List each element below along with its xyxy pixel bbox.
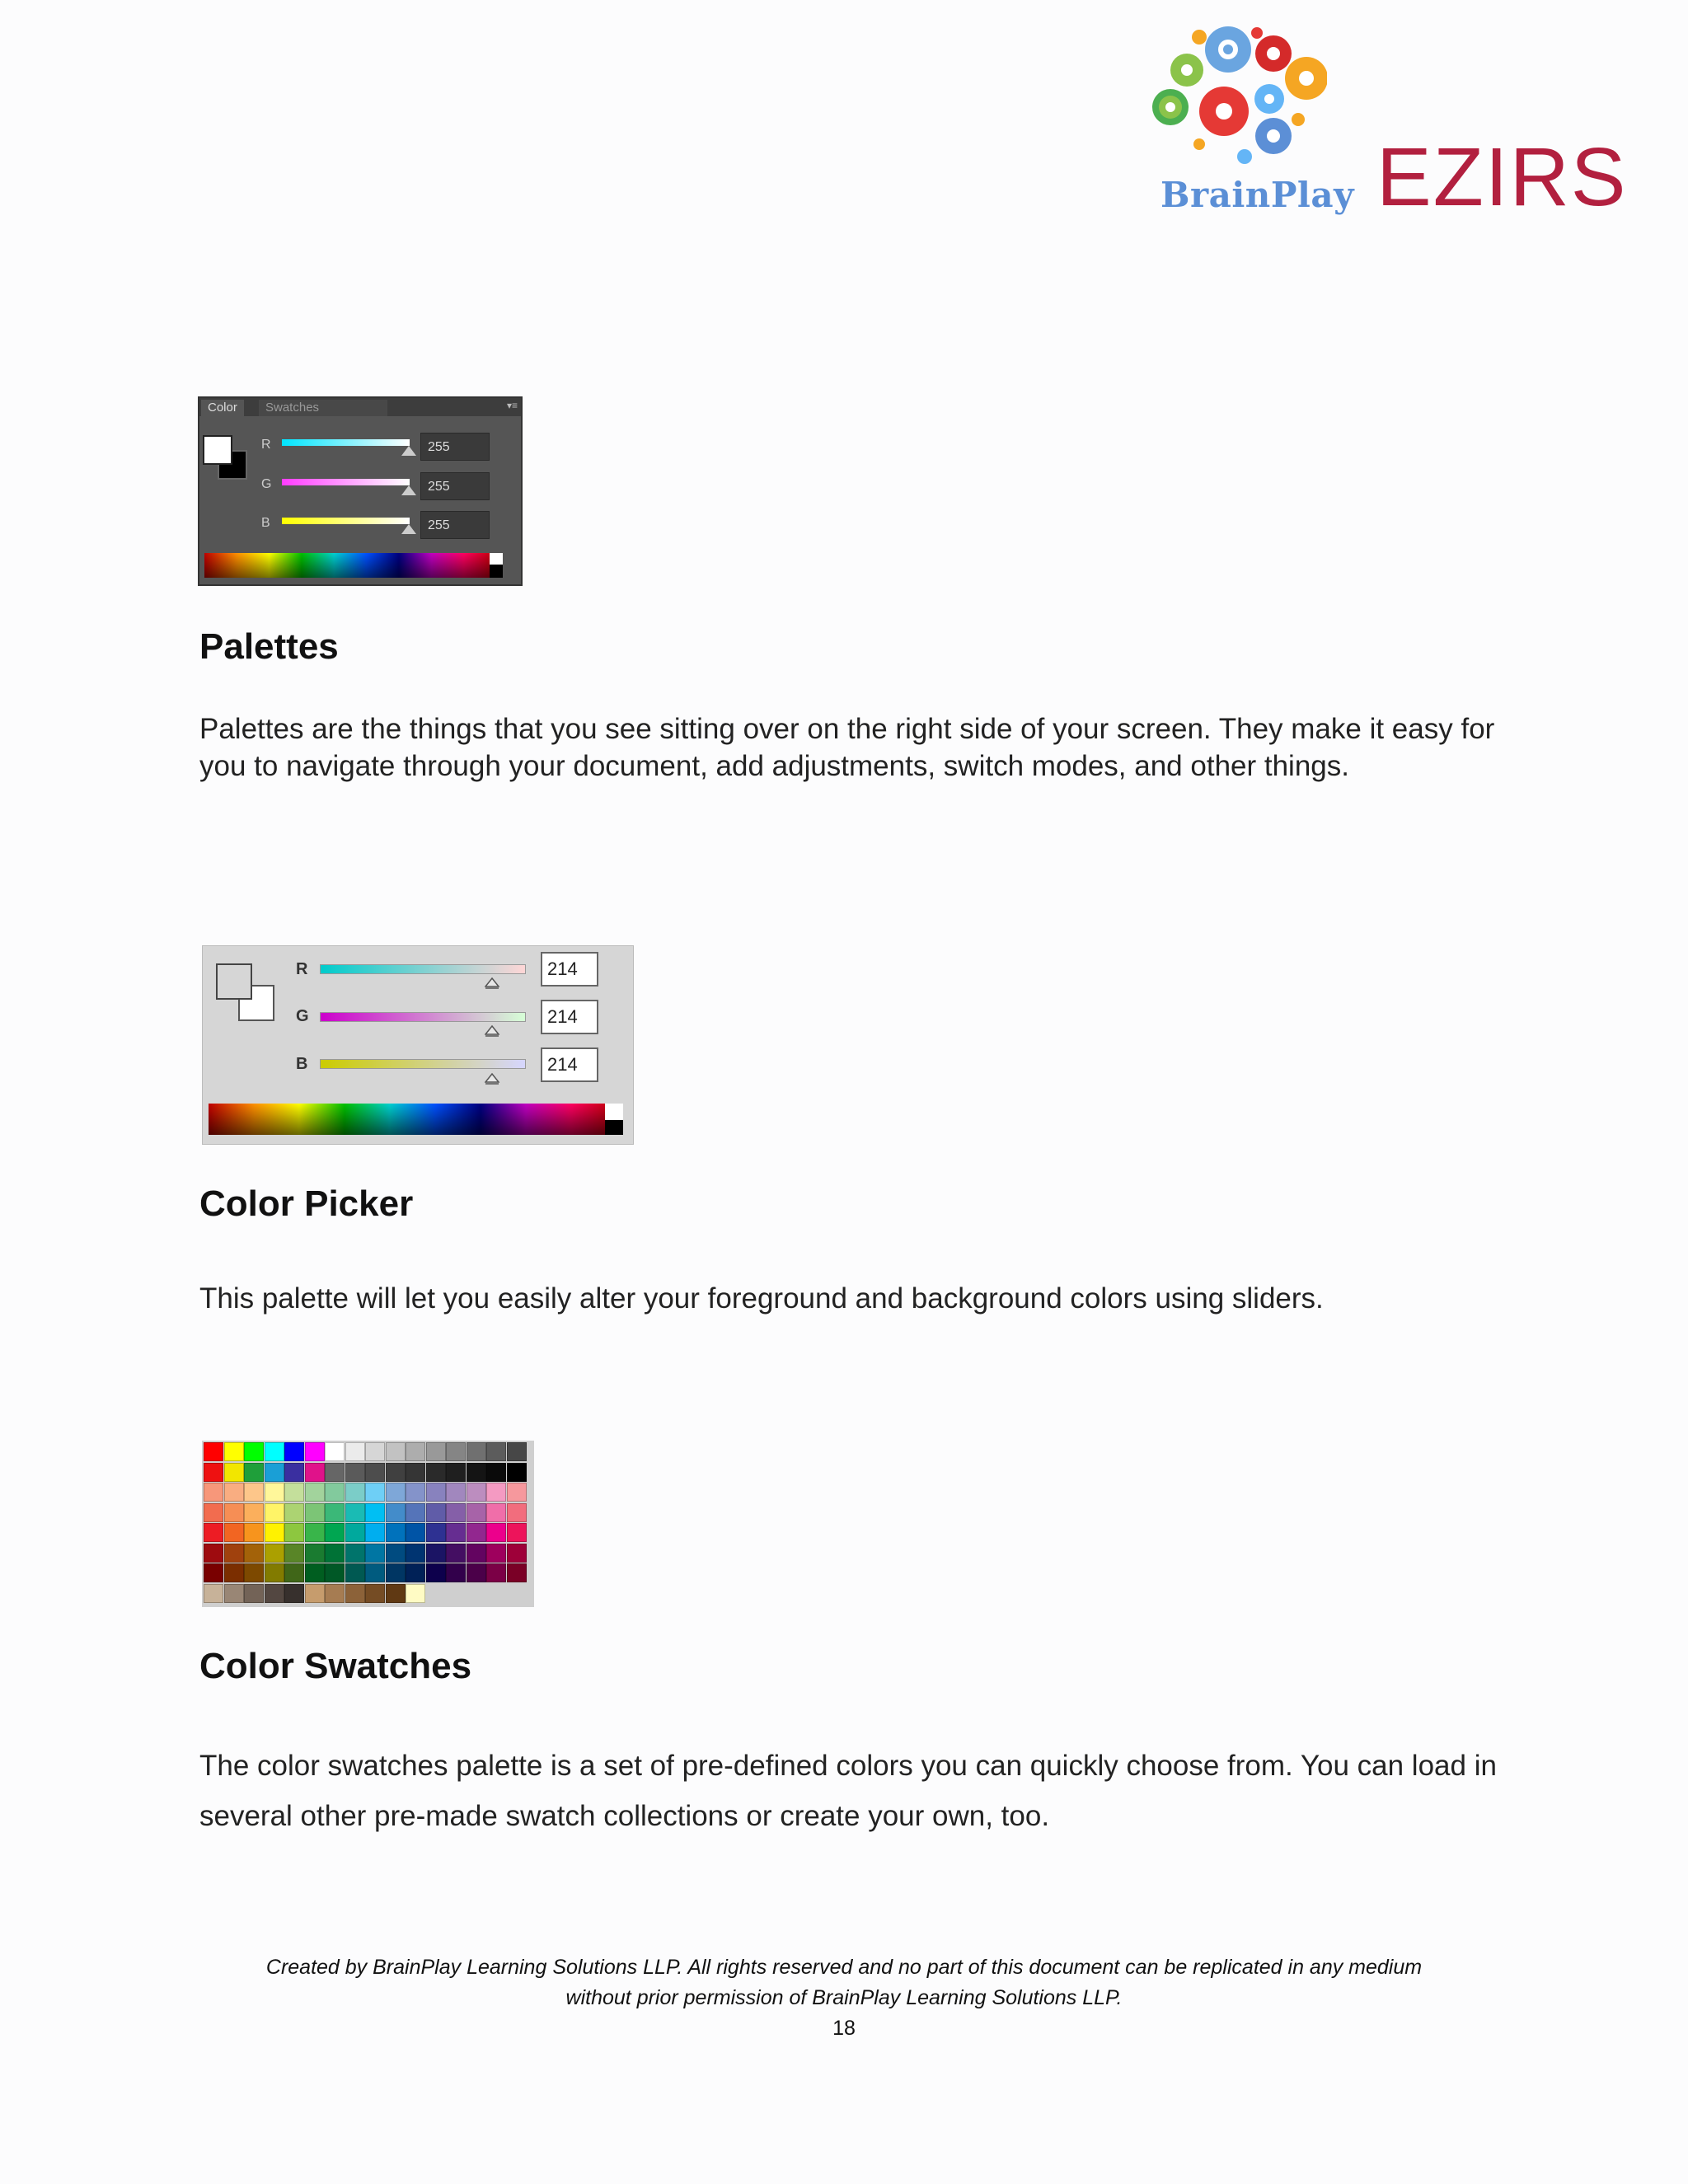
gears-logo-icon [1150,21,1327,173]
swatch-cell [507,1563,527,1582]
swatch-cell [305,1523,325,1542]
swatch-cell [486,1544,506,1563]
swatch-cell [406,1584,425,1603]
b-slider [320,1059,526,1069]
swatch-cell [204,1503,223,1522]
swatch-cell [486,1523,506,1542]
swatch-cell [446,1503,466,1522]
swatch-cell [365,1563,385,1582]
swatch-cell [507,1463,527,1482]
color-picker-heading: Color Picker [199,1183,414,1224]
swatch-cell [325,1463,345,1482]
foreground-color-swatch [203,435,232,465]
color-picker-paragraph: This palette will let you easily alter your foreground and background colors using sliders. [199,1282,1324,1315]
swatch-cell [345,1523,365,1542]
swatch-cell [224,1463,244,1482]
g-slider [282,479,410,485]
swatch-cell [244,1584,264,1603]
color-swatches-heading: Color Swatches [199,1646,472,1686]
swatch-cell [244,1483,264,1502]
swatch-cell [325,1442,345,1461]
swatch-cell [446,1523,466,1542]
swatch-cell [244,1544,264,1563]
swatch-cell [406,1523,425,1542]
swatch-cell [486,1442,506,1461]
g-slider [320,1012,526,1022]
swatch-cell [224,1544,244,1563]
swatch-cell [365,1442,385,1461]
b-value: 214 [541,1047,598,1082]
b-label: B [296,1055,308,1073]
r-slider-thumb-icon [485,977,499,989]
swatch-cell [284,1523,304,1542]
r-slider [320,964,526,974]
swatch-cell [305,1503,325,1522]
swatch-cell [467,1503,486,1522]
swatch-cell [265,1563,284,1582]
swatch-cell [204,1442,223,1461]
tab-swatches: Swatches [259,400,387,416]
palettes-paragraph: Palettes are the things that you see sitting over on the right side of your screen. They make it easy for you to navigate through your document, add adjustments, switch modes, and other things. [199,713,1495,782]
swatch-cell [265,1503,284,1522]
swatch-cell [305,1544,325,1563]
color-spectrum-bar [209,1104,617,1135]
swatch-cell [204,1483,223,1502]
swatch-cell [486,1483,506,1502]
swatch-cell [345,1584,365,1603]
swatch-cell [386,1463,406,1482]
swatch-cell [365,1523,385,1542]
swatch-cell [386,1563,406,1582]
color-swatches-image [202,1441,534,1607]
color-spectrum-bar [204,553,496,578]
swatch-cell [345,1563,365,1582]
swatch-cell [446,1463,466,1482]
swatch-cell [365,1463,385,1482]
swatch-cell [486,1463,506,1482]
swatch-cell [224,1523,244,1542]
swatch-cell [467,1483,486,1502]
r-value: 255 [420,433,490,461]
spectrum-black-chip [490,565,503,578]
swatch-cell [507,1523,527,1542]
swatch-cell [325,1483,345,1502]
swatch-cell [345,1463,365,1482]
swatch-cell [265,1523,284,1542]
swatch-cell [284,1544,304,1563]
swatch-cell [284,1503,304,1522]
g-value: 255 [420,472,490,500]
swatch-cell [244,1523,264,1542]
swatch-cell [446,1544,466,1563]
swatch-cell [325,1544,345,1563]
swatch-cell [467,1442,486,1461]
swatch-cell [204,1584,223,1603]
swatch-cell [386,1544,406,1563]
swatch-cell [224,1442,244,1461]
swatch-cell [244,1442,264,1461]
swatch-cell [305,1463,325,1482]
swatch-cell [426,1523,446,1542]
swatch-cell [325,1503,345,1522]
swatch-cell [325,1523,345,1542]
swatch-cell [426,1563,446,1582]
swatch-cell [284,1584,304,1603]
panel-tab-bar [199,398,521,416]
swatch-cell [284,1442,304,1461]
swatch-cell [284,1563,304,1582]
swatch-cell [284,1483,304,1502]
swatch-cell [386,1584,406,1603]
swatch-cell [386,1503,406,1522]
swatch-cell [507,1442,527,1461]
swatch-cell [406,1442,425,1461]
swatch-cell [224,1584,244,1603]
b-slider [282,518,410,524]
swatch-cell [365,1483,385,1502]
swatch-cell [446,1483,466,1502]
g-slider-thumb-icon [485,1025,499,1037]
swatch-cell [467,1544,486,1563]
swatch-cell [305,1584,325,1603]
swatch-cell [325,1563,345,1582]
b-label: B [261,516,270,530]
swatch-cell [507,1544,527,1563]
swatch-cell [507,1503,527,1522]
tab-color: Color [201,400,244,416]
swatch-cell [325,1584,345,1603]
r-label: R [296,960,308,978]
swatch-cell [406,1563,425,1582]
g-slider-thumb-icon [401,485,416,495]
swatch-cell [365,1584,385,1603]
spectrum-black-chip [605,1120,623,1135]
swatch-cell [486,1503,506,1522]
swatch-cell [224,1483,244,1502]
g-label: G [296,1007,309,1025]
swatch-cell [204,1563,223,1582]
b-slider-thumb-icon [485,1073,499,1085]
spectrum-white-chip [605,1104,623,1120]
swatch-cell [284,1463,304,1482]
swatch-cell [426,1483,446,1502]
ezirs-logo-text: EZIRS [1376,131,1628,223]
swatch-cell [406,1483,425,1502]
swatch-cell [305,1483,325,1502]
swatch-cell [365,1544,385,1563]
palettes-heading: Palettes [199,626,339,667]
swatch-cell [224,1503,244,1522]
swatch-cell [426,1463,446,1482]
foreground-color-swatch [216,963,252,1000]
swatch-cell [345,1544,365,1563]
swatch-cell [507,1483,527,1502]
swatch-cell [486,1563,506,1582]
swatch-cell [426,1503,446,1522]
swatch-cell [386,1442,406,1461]
b-slider-thumb-icon [401,524,416,534]
swatch-cell [406,1503,425,1522]
swatch-cell [345,1483,365,1502]
swatch-cell [305,1442,325,1461]
swatch-cell [244,1563,264,1582]
swatch-cell [265,1483,284,1502]
swatch-cell [446,1442,466,1461]
swatch-cell [265,1544,284,1563]
swatch-cell [406,1463,425,1482]
brainplay-logo-text: BrainPlay [1160,175,1354,215]
swatch-cell [467,1563,486,1582]
swatch-cell [467,1523,486,1542]
swatch-cell [345,1442,365,1461]
swatch-cell [244,1503,264,1522]
swatch-cell [467,1463,486,1482]
panel-menu-icon: ▾≡ [506,400,518,411]
r-label: R [261,438,271,452]
swatch-cell [406,1544,425,1563]
dark-color-panel-image [198,396,523,586]
swatch-cell [204,1523,223,1542]
page-number: 18 [832,2017,856,2040]
swatch-cell [204,1544,223,1563]
g-value: 214 [541,1000,598,1034]
light-color-picker-image [202,945,634,1145]
swatch-cell [265,1463,284,1482]
r-value: 214 [541,952,598,987]
swatch-cell [365,1503,385,1522]
color-swatches-paragraph: The color swatches palette is a set of pre-defined colors you can quickly choose from. You can load in several other pre-made swatch collections or create your own, too. [199,1750,1497,1832]
g-label: G [261,477,272,491]
footer-copyright-line-2: without prior permission of BrainPlay Learning Solutions LLP. [565,1986,1123,2009]
swatch-cell [426,1544,446,1563]
b-value: 255 [420,511,490,539]
swatch-cell [265,1442,284,1461]
spectrum-white-chip [490,553,503,565]
r-slider [282,439,410,446]
swatch-cell [224,1563,244,1582]
swatch-cell [446,1563,466,1582]
swatch-cell [265,1584,284,1603]
swatch-cell [426,1442,446,1461]
swatch-cell [244,1463,264,1482]
swatch-cell [204,1463,223,1482]
swatch-cell [305,1563,325,1582]
swatch-cell [386,1483,406,1502]
swatch-cell [386,1523,406,1542]
swatch-cell [345,1503,365,1522]
r-slider-thumb-icon [401,446,416,456]
footer-copyright-line-1: Created by BrainPlay Learning Solutions LLP. All rights reserved and no part of this document can be replicated in any medium [265,1956,1423,1979]
